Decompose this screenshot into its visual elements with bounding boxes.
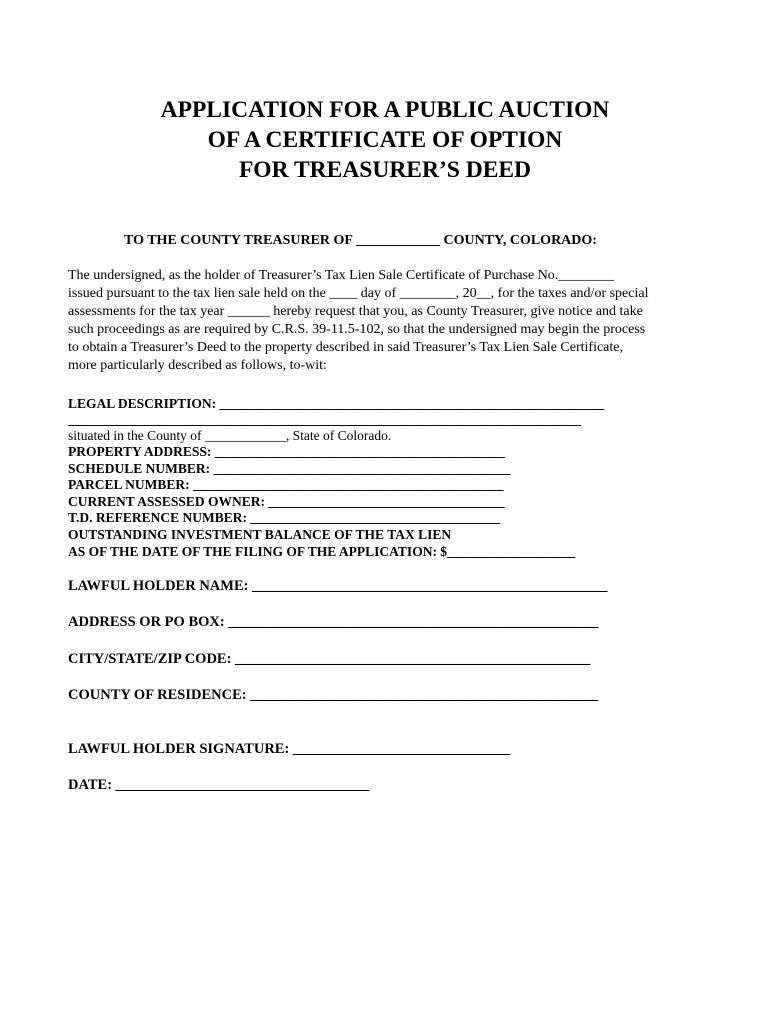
schedule-number-field[interactable]: SCHEDULE NUMBER: ____________________________________________	[68, 461, 511, 476]
title-line-3: FOR TREASURER’S DEED	[238, 157, 532, 183]
outstanding-balance-field[interactable]: AS OF THE DATE OF THE FILING OF THE APPLICATION: $___________________	[68, 544, 576, 559]
document-title	[0, 95, 770, 185]
legal-description-continuation[interactable]: ____________________________________________________________________________	[68, 412, 581, 427]
legal-description-field[interactable]: LEGAL DESCRIPTION: _________________________________________________________	[68, 396, 605, 411]
addressee-line: TO THE COUNTY TREASURER OF ____________ COUNTY, COLORADO:	[124, 233, 597, 248]
paragraph-line-4: such proceedings as are required by C.R.S. 39-11.5-102, so that the undersigned may begin the process	[68, 322, 646, 337]
date-field[interactable]: DATE: ___________________________________	[68, 777, 370, 793]
paragraph-line-6: more particularly described as follows, to-wit:	[68, 358, 327, 373]
holder-county-residence-field[interactable]: COUNTY OF RESIDENCE: ________________________________________________	[68, 687, 599, 703]
county-situated-field[interactable]: situated in the County of ____________, State of Colorado.	[68, 428, 392, 443]
property-address-field[interactable]: PROPERTY ADDRESS: ___________________________________________	[68, 444, 506, 459]
paragraph-line-2: issued pursuant to the tax lien sale held on the ____ day of ________, 20__, for the taxes and/or special	[68, 286, 649, 301]
holder-name-field[interactable]: LAWFUL HOLDER NAME: _________________________________________________	[68, 578, 608, 594]
title-line-2: OF A CERTIFICATE OF OPTION	[207, 127, 563, 153]
outstanding-balance-label: OUTSTANDING INVESTMENT BALANCE OF THE TAX LIEN	[68, 527, 452, 542]
paragraph-line-5: to obtain a Treasurer’s Deed to the property described in said Treasurer’s Tax Lien Sale Certificate,	[68, 340, 623, 355]
paragraph-line-3: assessments for the tax year ______ hereby request that you, as County Treasurer, give notice and take	[68, 304, 643, 319]
holder-signature-field[interactable]: LAWFUL HOLDER SIGNATURE: ______________________________	[68, 741, 511, 757]
holder-address-field[interactable]: ADDRESS OR PO BOX: ___________________________________________________	[68, 614, 599, 630]
paragraph-line-1: The undersigned, as the holder of Treasurer’s Tax Lien Sale Certificate of Purchase No.________	[68, 268, 615, 283]
td-reference-field[interactable]: T.D. REFERENCE NUMBER: _____________________________________	[68, 510, 501, 525]
current-owner-field[interactable]: CURRENT ASSESSED OWNER: ___________________________________	[68, 494, 505, 509]
parcel-number-field[interactable]: PARCEL NUMBER: ______________________________________________	[68, 477, 504, 492]
title-line-1: APPLICATION FOR A PUBLIC AUCTION	[160, 97, 610, 123]
request-paragraph	[68, 267, 708, 375]
holder-city-state-zip-field[interactable]: CITY/STATE/ZIP CODE: _________________________________________________	[68, 651, 591, 667]
